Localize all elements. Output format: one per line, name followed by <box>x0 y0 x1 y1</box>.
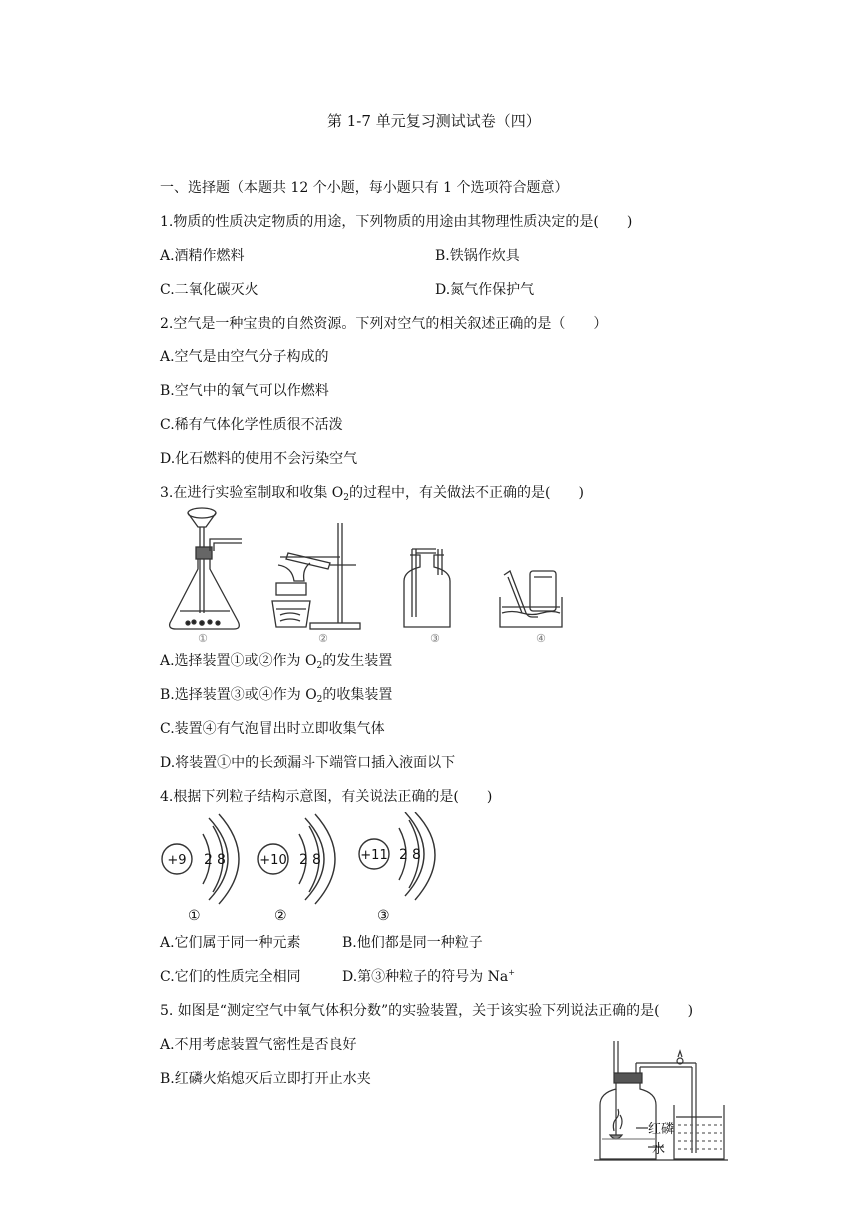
svg-text:8: 8 <box>312 852 321 868</box>
svg-text:+9: +9 <box>167 853 187 868</box>
q3-apparatus-figure <box>160 505 580 645</box>
fig-label-1: ① <box>198 632 208 645</box>
svg-text:②: ② <box>274 908 287 924</box>
q1-option-d: D.氮气作保护气 <box>435 282 535 298</box>
svg-text:①: ① <box>188 908 201 924</box>
section-heading: 一、选择题（本题共 12 个小题，每小题只有 1 个选项符合题意） <box>160 180 569 196</box>
svg-text:2: 2 <box>399 847 408 863</box>
q5-option-b: B.红磷火焰熄灭后立即打开止水夹 <box>160 1071 371 1087</box>
q3-option-d: D.将装置①中的长颈漏斗下端管口插入液面以下 <box>160 755 456 771</box>
q3-option-c: C.装置④有气泡冒出时立即收集气体 <box>160 721 385 737</box>
q4-option-d: D.第③种粒子的符号为 Na+ <box>342 968 515 985</box>
q1-option-a: A.酒精作燃料 <box>160 248 245 264</box>
svg-text:2: 2 <box>299 852 308 868</box>
label-water: 水 <box>652 1142 666 1157</box>
svg-text:+11: +11 <box>360 848 388 863</box>
particle-2 <box>258 814 335 924</box>
q2-option-c: C.稀有气体化学性质很不活泼 <box>160 417 343 433</box>
q1-option-b: B.铁锅作炊具 <box>435 248 520 264</box>
fig-label-3: ③ <box>430 632 440 645</box>
q5-stem: 5. 如图是“测定空气中氧气体积分数”的实验装置，关于该实验下列说法正确的是( ) <box>160 1003 694 1019</box>
q2-stem: 2.空气是一种宝贵的自然资源。下列对空气的相关叙述正确的是（ ） <box>160 316 608 332</box>
apparatus-2-heating <box>272 523 360 629</box>
svg-text:③: ③ <box>377 908 390 924</box>
label-red-phosphorus: 红磷 <box>648 1122 675 1137</box>
fig-label-4: ④ <box>536 632 546 645</box>
q4-option-b: B.他们都是同一种粒子 <box>342 935 483 951</box>
q3-option-b: B.选择装置③或④作为 $O_2$的收集装置 <box>160 687 393 705</box>
q2-option-a: A.空气是由空气分子构成的 <box>160 349 329 365</box>
particle-3 <box>359 812 435 924</box>
apparatus-1-flask <box>170 508 242 629</box>
q2-option-d: D.化石燃料的使用不会污染空气 <box>160 451 358 467</box>
q4-option-c: C.它们的性质完全相同 <box>160 969 301 985</box>
apparatus-3-bottle <box>404 549 450 627</box>
q4-stem: 4.根据下列粒子结构示意图，有关说法正确的是( ) <box>160 789 493 805</box>
svg-text:2: 2 <box>204 852 213 868</box>
q4-option-a: A.它们属于同一种元素 <box>160 935 301 951</box>
q3-option-a: A.选择装置①或②作为 $O_2$的发生装置 <box>160 653 393 671</box>
page-title: 第 1-7 单元复习测试试卷（四） <box>327 112 541 130</box>
svg-text:8: 8 <box>217 852 226 868</box>
q4-particle-diagrams <box>155 812 445 927</box>
q3-stem: 3.在进行实验室制取和收集 $O_2$的过程中，有关做法不正确的是( ) <box>160 485 584 503</box>
svg-text:+10: +10 <box>259 853 287 868</box>
fig-label-2: ② <box>318 632 328 645</box>
q5-apparatus-figure <box>592 1035 732 1165</box>
q1-option-c: C.二氧化碳灭火 <box>160 282 259 298</box>
q1-stem: 1.物质的性质决定物质的用途，下列物质的用途由其物理性质决定的是( ) <box>160 214 633 230</box>
apparatus-4-trough <box>500 571 562 627</box>
q5-option-a: A.不用考虑装置气密性是否良好 <box>160 1037 357 1053</box>
q2-option-b: B.空气中的氧气可以作燃料 <box>160 383 329 399</box>
particle-1 <box>162 814 239 924</box>
svg-text:8: 8 <box>412 847 421 863</box>
